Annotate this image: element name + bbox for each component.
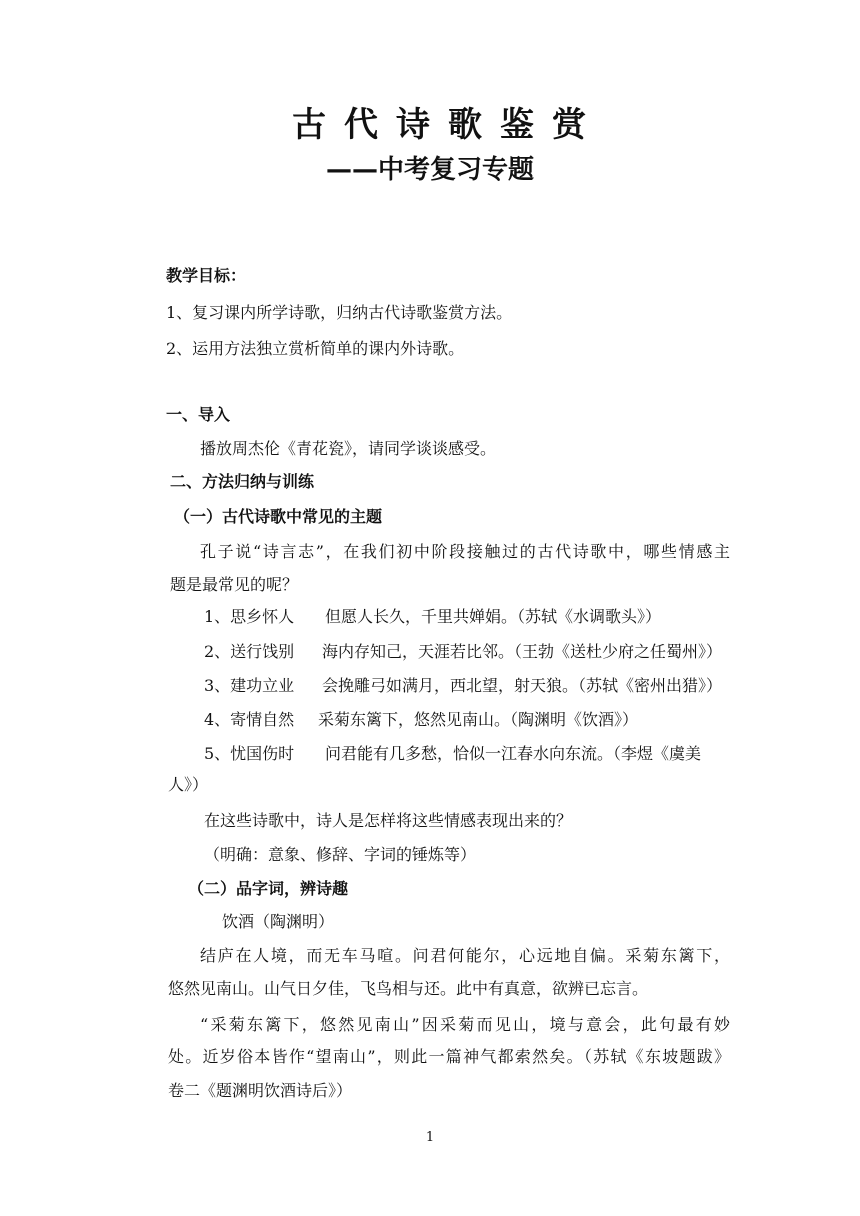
- poem-line-1: 结庐在人境，而无车马喧。问君何能尔，心远地自偏。采菊东篱下，: [200, 946, 730, 965]
- goal-item-1: 1、复习课内所学诗歌，归纳古代诗歌鉴赏方法。: [166, 303, 513, 322]
- page-number: 1: [425, 1130, 435, 1145]
- goals-heading: 教学目标：: [166, 266, 247, 285]
- theme-label-1: 1、思乡怀人: [204, 607, 295, 626]
- comment-line-2: 处。近岁俗本皆作“望南山”，则此一篇神气都索然矣。（苏轼《东坡题跋》: [168, 1047, 730, 1066]
- intro-line-2: 题是最常见的呢？: [170, 575, 299, 594]
- theme-label-2: 2、送行饯别: [204, 642, 295, 661]
- poem-title: 饮酒（陶渊明）: [222, 912, 335, 931]
- theme-label-3: 3、建功立业: [204, 676, 295, 695]
- theme-quote-3: 会挽雕弓如满月，西北望，射天狼。（苏轼《密州出猎》）: [322, 676, 723, 695]
- section-1-text: 播放周杰伦《青花瓷》，请同学谈谈感受。: [200, 439, 497, 458]
- theme-quote-1: 但愿人长久，千里共婵娟。（苏轼《水调歌头》）: [325, 607, 662, 626]
- goal-item-2: 2、运用方法独立赏析简单的课内外诗歌。: [166, 339, 465, 358]
- poem-line-2: 悠然见南山。山气日夕佳，飞鸟相与还。此中有真意，欲辨已忘言。: [168, 979, 649, 998]
- page-subtitle: ——中考复习专题: [325, 155, 534, 185]
- theme-quote-5: 问君能有几多愁，恰似一江春水向东流。（李煜《虞美: [325, 744, 702, 763]
- answer-text: （明确：意象、修辞、字词的锤炼等）: [204, 845, 477, 864]
- page-title: 古代诗歌鉴赏: [292, 105, 604, 145]
- section-2-heading: 二、方法归纳与训练: [170, 472, 315, 491]
- theme-label-4: 4、寄情自然: [204, 710, 295, 729]
- theme-5-continuation: 人》）: [168, 775, 209, 794]
- section-1-heading: 一、导入: [166, 405, 231, 424]
- theme-quote-4: 采菊东篱下，悠然见南山。（陶渊明《饮酒》）: [318, 710, 639, 729]
- comment-line-3: 卷二《题渊明饮酒诗后》）: [168, 1081, 353, 1100]
- theme-label-5: 5、忧国伤时: [204, 744, 295, 763]
- question-text: 在这些诗歌中，诗人是怎样将这些情感表现出来的？: [204, 811, 573, 830]
- intro-line-1: 孔子说“诗言志”，在我们初中阶段接触过的古代诗歌中，哪些情感主: [200, 542, 730, 561]
- theme-quote-2: 海内存知己，天涯若比邻。（王勃《送杜少府之任蜀州》）: [322, 642, 723, 661]
- subsection-2-heading: （二）品字词，辨诗趣: [188, 879, 349, 898]
- comment-line-1: “采菊东篱下，悠然见南山”因采菊而见山，境与意会，此句最有妙: [200, 1015, 730, 1034]
- subsection-1-heading: （一）古代诗歌中常见的主题: [174, 507, 383, 526]
